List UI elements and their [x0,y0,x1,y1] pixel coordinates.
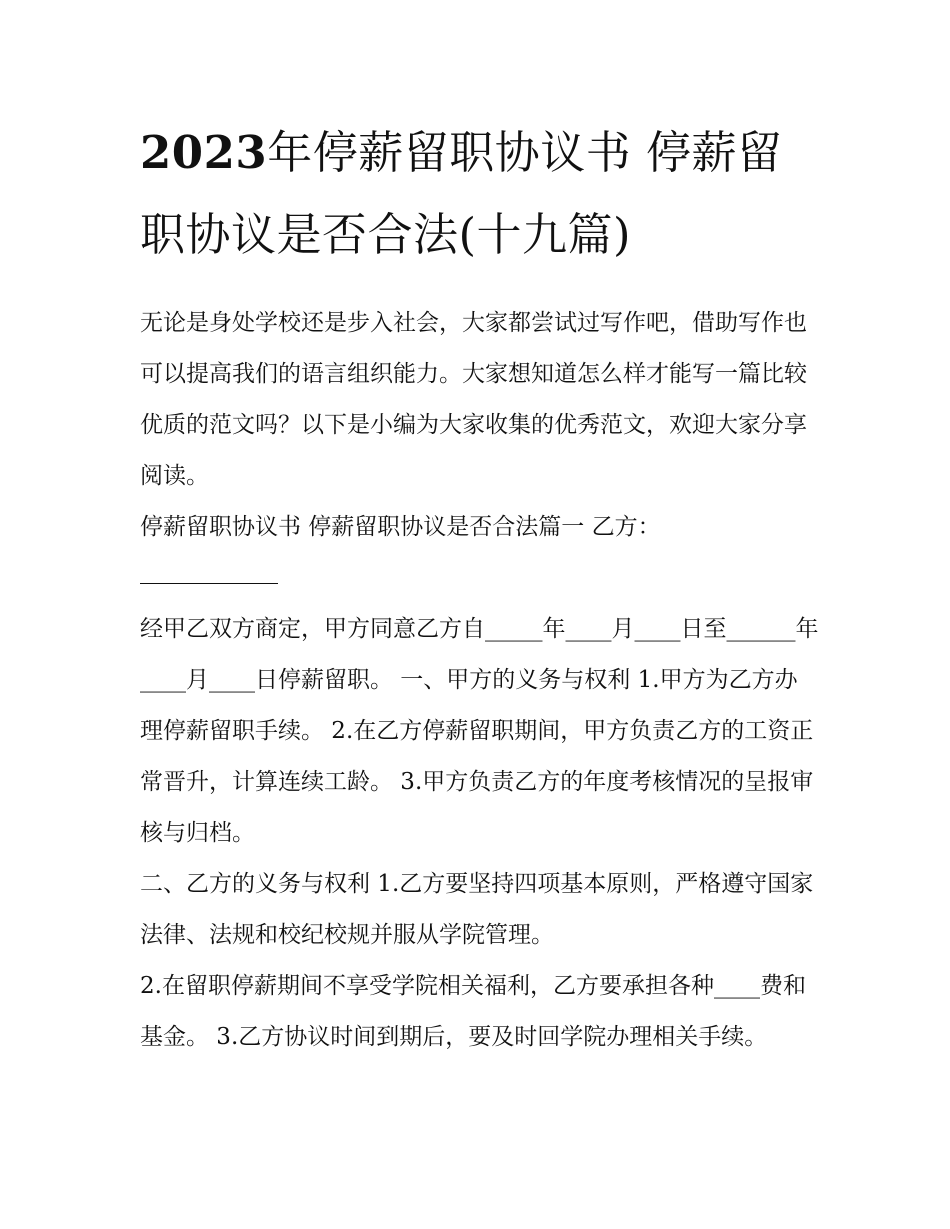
obligations-paragraph: 二、乙方的义务与权利 1.乙方要坚持四项基本原则，严格遵守国家法律、法规和校纪校规并服从学院管理。 [140,871,814,948]
intro-paragraph: 无论是身处学校还是步入社会，大家都尝试过写作吧，借助写作也可以提高我们的语言组织能力。大家想知道怎么样才能写一篇比较优质的范文吗？以下是小编为大家收集的优秀范文，欢迎大家分享阅读。 [140,310,807,489]
title-year: 2023 [140,126,268,179]
document-page [140,112,820,1063]
blank-underline [140,583,278,584]
title-text: 年停薪留职协议书 停薪留职协议是否合法(十九篇) [140,126,783,261]
section-heading-paragraph: 停薪留职协议书 停薪留职协议是否合法篇一 乙方： [140,514,661,540]
welfare-paragraph: 2.在留职停薪期间不享受学院相关福利，乙方要承担各种____费和基金。 3.乙方协议时间到期后，要及时回学院办理相关手续。 [140,973,806,1050]
document-body [140,298,820,1063]
agreement-paragraph: 经甲乙双方商定，甲方同意乙方自_____年____月____日至______年____月____日停薪留职。 一、甲方的义务与权利 1.甲方为乙方办理停薪留职手续。 2.在乙方停薪留职期间，甲方负责乙方的工资正常晋升，计算连续工龄。 3.甲方负责乙方的年度考核情况的呈报审核与归档。 [140,616,819,846]
document-title [140,112,820,276]
party-b-blank-line [140,553,820,604]
